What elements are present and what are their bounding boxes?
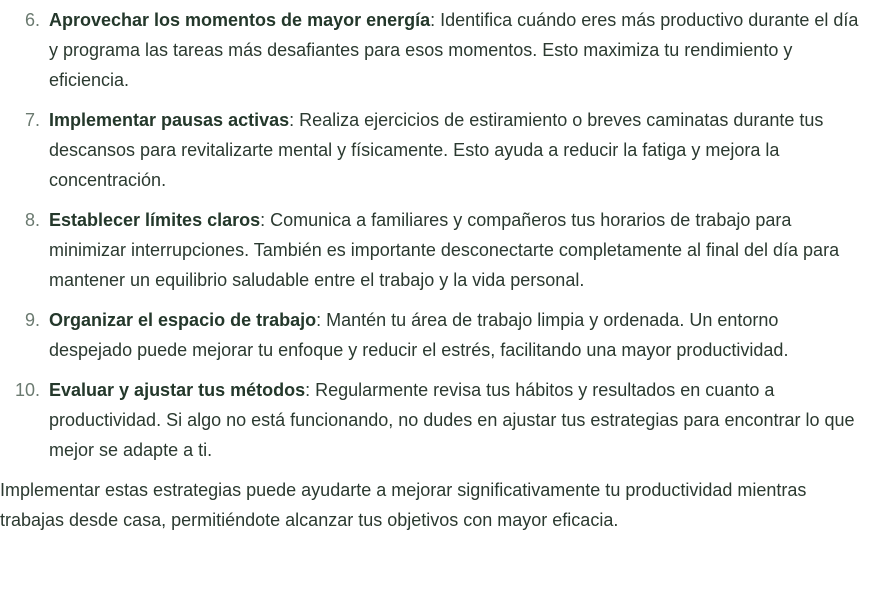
list-item-title: Establecer límites claros — [49, 210, 261, 230]
list-item-number: 6. — [24, 10, 40, 30]
list-item-title: Organizar el espacio de trabajo — [49, 310, 317, 330]
list-item-text: : Mantén tu área de trabajo limpia y ordenada. Un entorno despejado puede mejorar tu enfoque y reducir el estrés, facilitando una mayor productividad. — [49, 310, 789, 360]
summary-paragraph: Implementar estas estrategias puede ayudarte a mejorar significativamente tu productividad mientras trabajas desde casa, permitiéndote alcanzar tus objetivos con mayor eficacia. — [0, 480, 807, 530]
list-item — [0, 305, 860, 365]
list-item-text: : Comunica a familiares y compañeros tus horarios de trabajo para minimizar interrupciones. También es importante desconectarte completamente al final del día para mantener un equilibrio saludable entre el trabajo y la vida personal. — [49, 210, 840, 290]
list-item-text: : Identifica cuándo eres más productivo durante el día y programa las tareas más desafiantes para esos momentos. Esto maximiza tu rendimiento y eficiencia. — [49, 10, 859, 90]
list-item-number: 9. — [24, 310, 40, 330]
tips-list — [0, 5, 860, 465]
list-item — [0, 105, 860, 195]
list-item-number: 10. — [14, 380, 40, 400]
list-item — [0, 205, 860, 295]
list-item-text: : Realiza ejercicios de estiramiento o breves caminatas durante tus descansos para revitalizarte mental y físicamente. Esto ayuda a reducir la fatiga y mejora la concentración. — [49, 110, 824, 190]
list-item — [0, 375, 860, 465]
list-item-title: Aprovechar los momentos de mayor energía — [49, 10, 431, 30]
list-item-text: : Regularmente revisa tus hábitos y resultados en cuanto a productividad. Si algo no está funcionando, no dudes en ajustar tus estrategias para encontrar lo que mejor se adapte a ti. — [49, 380, 855, 460]
list-item-title: Implementar pausas activas — [49, 110, 290, 130]
list-item-title: Evaluar y ajustar tus métodos — [49, 380, 306, 400]
list-item-number: 7. — [24, 110, 40, 130]
list-item — [0, 5, 860, 95]
list-item-number: 8. — [24, 210, 40, 230]
message-content — [0, 5, 860, 535]
